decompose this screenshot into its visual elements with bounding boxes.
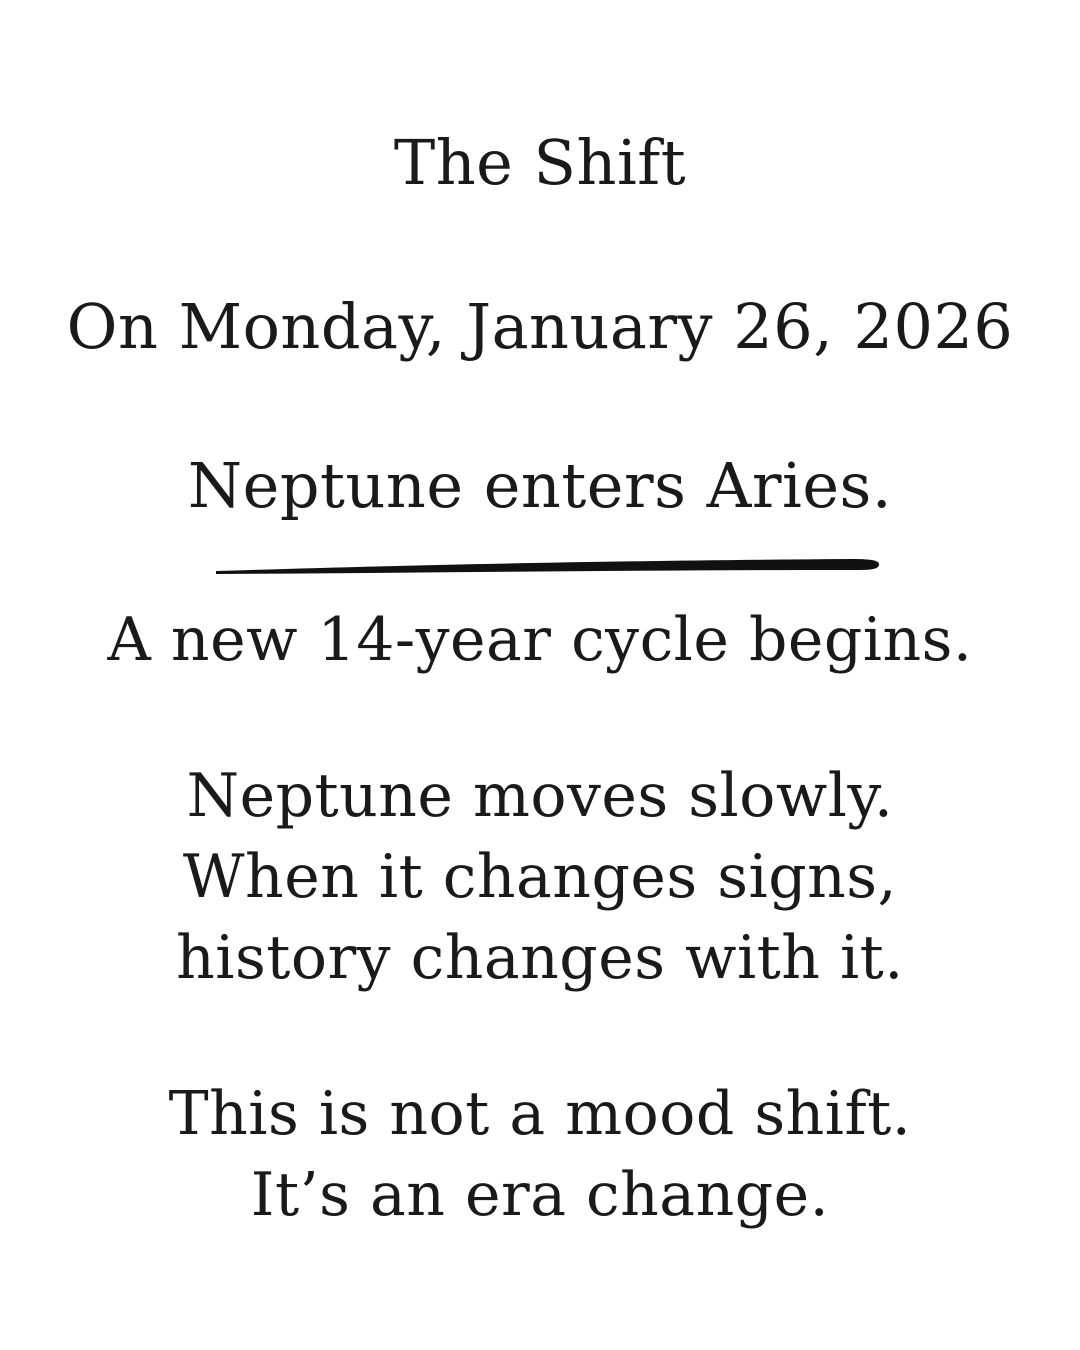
event-line: Neptune enters Aries.: [187, 449, 893, 522]
paragraph-two-line-two: It’s an era change.: [250, 1160, 830, 1230]
brush-stroke: [216, 559, 879, 574]
paragraph-two-line-one: This is not a mood shift.: [168, 1079, 912, 1149]
date-line: On Monday, January 26, 2026: [66, 290, 1014, 363]
paragraph-one-line-three: history changes with it.: [176, 923, 904, 993]
brush-divider: [210, 553, 884, 581]
cycle-line: A new 14-year cycle begins.: [107, 605, 973, 675]
title: The Shift: [393, 126, 687, 199]
paragraph-one-line-two: When it changes signs,: [182, 842, 898, 912]
paragraph-one-line-one: Neptune moves slowly.: [186, 761, 894, 831]
